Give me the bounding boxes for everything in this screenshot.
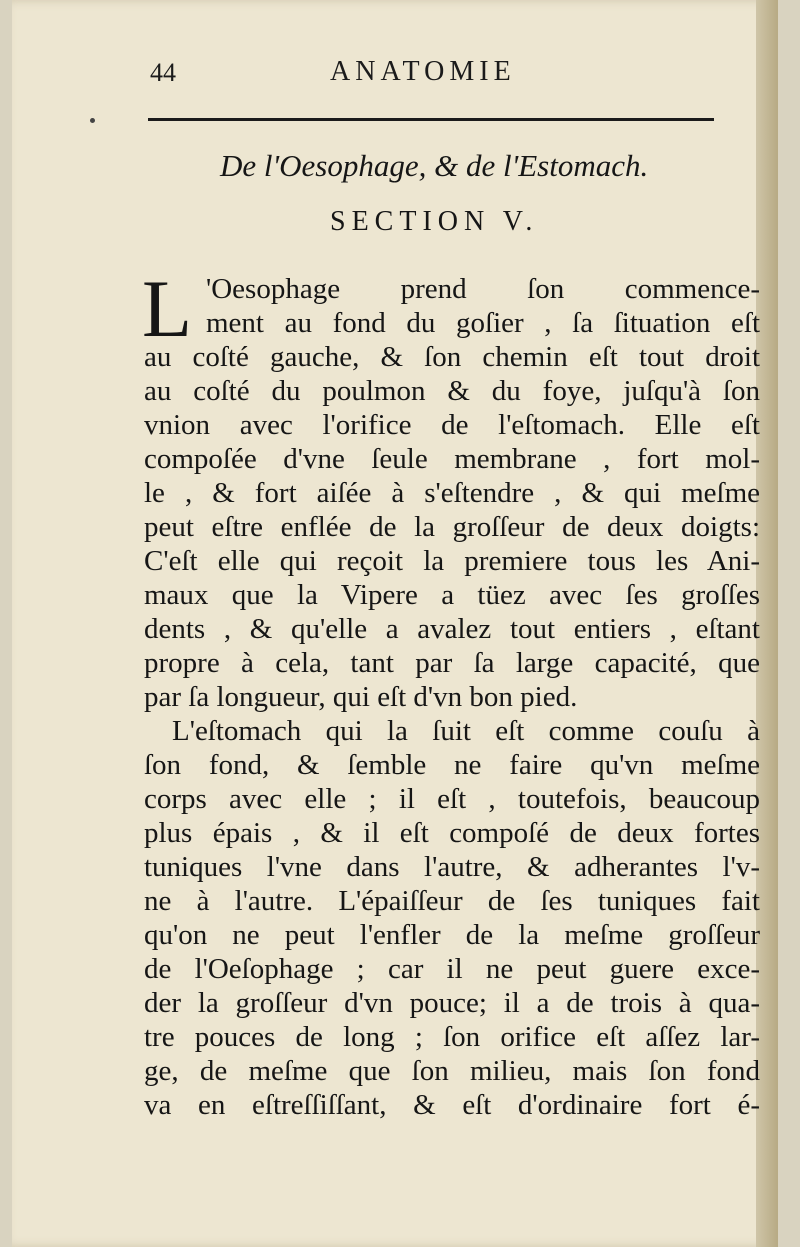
- text-line: au coſté du poulmon & du foye, juſqu'à ſon: [144, 375, 760, 407]
- text-line: compoſée d'vne ſeule membrane , fort mol-: [144, 443, 760, 475]
- body-text: [142, 263, 760, 1122]
- page-number: 44: [150, 58, 176, 87]
- text-line: 'Oesophage prend ſon commence-: [206, 273, 760, 305]
- text-line: au coſté gauche, & ſon chemin eſt tout droit: [144, 341, 760, 373]
- text-line: propre à cela, tant par ſa large capacité, que: [144, 647, 760, 679]
- text-line: dents , & qu'elle a avalez tout entiers , eſtant: [144, 613, 760, 645]
- text-line: qu'on ne peut l'enfler de la meſme groſſeur: [144, 919, 760, 951]
- text-line: C'eſt elle qui reçoit la premiere tous les Ani-: [144, 545, 760, 577]
- section-heading: SECTION V.: [330, 206, 539, 237]
- text-line: tuniques l'vne dans l'autre, & adherantes l'v-: [144, 851, 760, 883]
- chapter-subtitle: De l'Oesophage, & de l'Estomach.: [220, 148, 649, 183]
- text-line: plus épais , & il eſt compoſé de deux fortes: [144, 817, 760, 849]
- running-title: ANATOMIE: [330, 56, 516, 87]
- text-line: ge, de meſme que ſon milieu, mais ſon fond: [144, 1055, 760, 1087]
- text-line: de l'Oeſophage ; car il ne peut guere exce-: [144, 953, 760, 985]
- text-line: corps avec elle ; il eſt , toutefois, beaucoup: [144, 783, 760, 815]
- text-line: le , & fort aiſée à s'eſtendre , & qui meſme: [144, 477, 760, 509]
- text-line: peut eſtre enflée de la groſſeur de deux doigts:: [144, 511, 760, 543]
- text-line: L'eſtomach qui la ſuit eſt comme couſu à: [172, 715, 760, 747]
- text-line: tre pouces de long ; ſon orifice eſt aſſez lar-: [144, 1021, 760, 1053]
- drop-cap: L: [142, 263, 193, 354]
- margin-mark: [90, 118, 95, 123]
- text-line: ne à l'autre. L'épaiſſeur de ſes tuniques fait: [144, 885, 760, 917]
- text-line: ment au fond du goſier , ſa ſituation eſt: [206, 307, 760, 339]
- text-line: maux que la Vipere a tüez avec ſes groſſes: [144, 579, 760, 611]
- text-line: ſon fond, & ſemble ne faire qu'vn meſme: [144, 749, 760, 781]
- text-line: par ſa longueur, qui eſt d'vn bon pied.: [144, 681, 578, 713]
- text-line: vnion avec l'orifice de l'eſtomach. Elle eſt: [144, 409, 760, 441]
- text-line: der la groſſeur d'vn pouce; il a de trois à qua-: [144, 987, 760, 1019]
- running-head: [150, 52, 750, 92]
- header-rule: [148, 118, 714, 121]
- text-line: va en eſtreſſiſſant, & eſt d'ordinaire fort é-: [144, 1089, 760, 1121]
